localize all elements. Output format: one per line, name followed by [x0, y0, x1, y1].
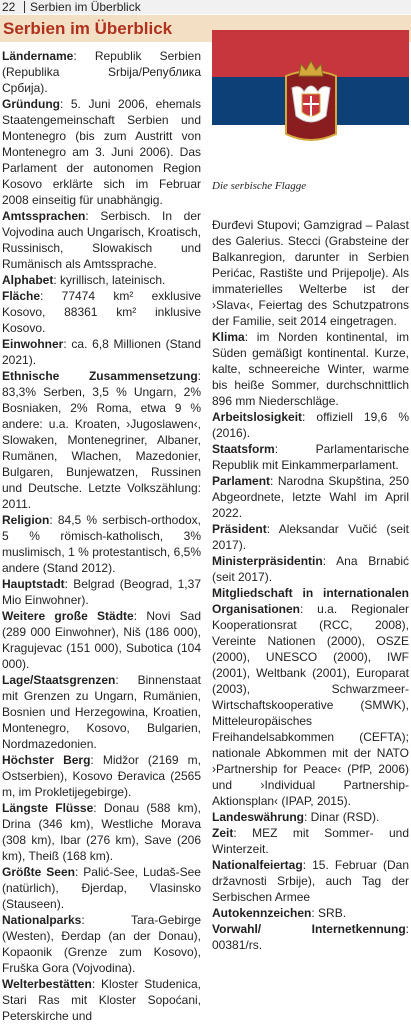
- fact-entry: [212, 329, 409, 409]
- fact-label: Längste Flüsse: [2, 801, 94, 815]
- fact-entry: [212, 409, 409, 441]
- fact-entry: [2, 608, 201, 672]
- fact-text: : Serbisch. In der Vojvodina auch Ungarisch, Kroatisch, Russinisch, Slowakisch und Rumänisch als Amtssprache.: [2, 209, 201, 271]
- fact-entry: [2, 976, 201, 1024]
- fact-label: Präsident: [212, 522, 267, 536]
- fact-text: : 77474 km² exklusive Kosovo, 88361 km² inklusive Kosovo.: [2, 289, 201, 335]
- fact-label: Mitgliedschaft in internationalen Organisationen: [212, 586, 409, 616]
- fact-label: Ethnische Zusammensetzung: [2, 369, 198, 383]
- fact-text: : SRB.: [311, 906, 347, 920]
- fact-label: Vorwahl/ Internetkennung: [212, 922, 406, 936]
- fact-text: : Belgrad (Beograd, 1,37 Mio Einwohner).: [2, 577, 201, 607]
- fact-text: : 15. Februar (Dan državnosti Srbije), auch Tag der Serbischen Armee: [212, 858, 409, 904]
- fact-label: Höchster Berg: [2, 753, 91, 767]
- fact-label: Hauptstadt: [2, 577, 65, 591]
- header-divider: [24, 1, 25, 13]
- fact-text: : Republik Serbien (Republika Srbija/Република Србија).: [2, 49, 201, 95]
- fact-label: Autokennzeichen: [212, 906, 312, 920]
- fact-entry: [2, 576, 201, 608]
- fact-text: : 5. Juni 2006, ehemals Staatengemeinschaft Serbien und Montenegro (bis zum Austritt von Montenegro am 3. Juni 2006). Das Parlament der autonomen Region Kosovo erklärte sich im Februar 2008 einseitig für unabhängig.: [2, 97, 201, 207]
- fact-entry: [2, 368, 201, 512]
- fact-label: Zeit: [212, 826, 234, 840]
- fact-text: : im Norden kontinental, im Süden gemäßigt kontinental. Kurze, kalte, schneereiche Winter, warme bis heiße Sommer, durchschnittlich 896 mm Niederschläge.: [212, 330, 409, 408]
- fact-entry: [212, 521, 409, 553]
- fact-entry: [212, 553, 409, 585]
- left-column: [2, 48, 201, 1024]
- fact-entry: [212, 441, 409, 473]
- fact-entry: [2, 672, 201, 752]
- fact-label: Gründung: [2, 97, 60, 111]
- fact-text: : ca. 6,8 Millionen (Stand 2021).: [2, 337, 201, 367]
- fact-entry: [212, 585, 409, 809]
- fact-label: Parlament: [212, 474, 271, 488]
- fact-label: Einwohner: [2, 337, 64, 351]
- fact-label: Religion: [2, 513, 50, 527]
- page-number: 22: [2, 0, 16, 14]
- fact-entry: [2, 48, 201, 96]
- fact-label: Fläche: [2, 289, 41, 303]
- fact-text: : Dinar (RSD).: [304, 810, 380, 824]
- fact-entry: [2, 288, 201, 336]
- fact-entry: [2, 336, 201, 368]
- running-header: [0, 0, 411, 14]
- fact-entry: [212, 473, 409, 521]
- fact-text: : offiziell 19,6 % (2016).: [212, 410, 409, 440]
- fact-text: : 84,5 % serbisch-orthodox, 5 % römisch-katholisch, 3% muslimisch, 1 % protestantisch, 6,5% andere (Stand 2012).: [2, 513, 201, 575]
- fact-text: : MEZ mit Sommer- und Winterzeit.: [212, 826, 409, 856]
- flag-caption: Die serbische Flagge: [212, 180, 307, 192]
- fact-label: Arbeitslosigkeit: [212, 410, 303, 424]
- fact-text: : Parlamentarische Republik mit Einkammerparlament.: [212, 442, 409, 472]
- fact-label: Landeswährung: [212, 810, 305, 824]
- fact-entry: [2, 912, 201, 976]
- fact-label: Alphabet: [2, 273, 54, 287]
- fact-entry: [212, 905, 409, 921]
- fact-entry: [2, 864, 201, 912]
- fact-entry: [212, 857, 409, 905]
- fact-text: : Midžor (2169 m, Ostserbien), Kosovo Đeravica (2565 m, im Prokletijegebirge).: [2, 753, 201, 799]
- fact-text: Đurđevi Stupovi; Gamzigrad – Palast des Galerius. Stecci (Grabsteine der Balkanregion, darunter in Serbien Perićac, Rastište und Prijepolje). Als immaterielles Welterbe ist der ›Slava‹, Feiertag des Schutzpatrons der Familie, seit 2014 eingetragen.: [212, 218, 409, 328]
- fact-text: : u.a. Regionaler Kooperationsrat (RCC, 2008), Vereinte Nationen (2000), OSZE (2000), UNESCO (2000), IWF (2001), Weltbank (2001), Europarat (2003), Schwarzmeer-Wirtschaftskooperative (SMWK), Mitteleuropäisches Freihandelsabkommen (CEFTA); nationale Abkommen mit der NATO ›Partnership for Peace‹ (PfP, 2006) und ›Individual Partnership-Aktionsplan‹ (IPAP, 2015).: [212, 602, 409, 808]
- fact-label: Ländername: [2, 49, 74, 63]
- fact-label: Staatsform: [212, 442, 275, 456]
- fact-label: Amtssprachen: [2, 209, 86, 223]
- fact-text: : 83,3% Serben, 3,5 % Ungarn, 2% Bosniaken, 2% Roma, etwa 9 % andere: u.a. Kroaten, ›Jugoslawen‹, Slowaken, Montenegriner, Albaner, Rumänen, Wlachen, Mazedonier, Bulgaren, Bunjewatzen, Russinen und Deutsche. Letzte Volkszählung: 2011.: [2, 369, 201, 511]
- fact-entry: [212, 217, 409, 329]
- fact-label: Ministerpräsidentin: [212, 554, 323, 568]
- fact-entry: [212, 809, 409, 825]
- fact-label: Lage/Staatsgrenzen: [2, 673, 116, 687]
- fact-text: : Donau (588 km), Drina (346 km), Westliche Morava (308 km), Ibar (276 km), Save (206 km), Theiß (168 km).: [2, 801, 202, 863]
- fact-text: : Ana Brnabić (seit 2017).: [212, 554, 409, 584]
- fact-text: : Tara-Gebirge (Westen), Đerdap (an der Donau), Kopaonik (Grenze zum Kosovo), Fruška Gora (Vojvodina).: [2, 913, 201, 975]
- fact-label: Weitere große Städte: [2, 609, 134, 623]
- fact-entry: [212, 825, 409, 857]
- serbian-flag: [212, 30, 409, 172]
- fact-text: : Binnenstaat mit Grenzen zu Ungarn, Rumänien, Bosnien und Herzegowina, Kroatien, Montenegro, Kosovo, Bulgarien, Nordmazedonien.: [2, 673, 201, 751]
- fact-label: Nationalfeiertag: [212, 858, 303, 872]
- fact-text: : 00381/rs.: [212, 922, 409, 952]
- fact-entry: [212, 921, 409, 953]
- page-title: Serbien im Überblick: [3, 19, 173, 38]
- fact-label: Welterbestätten: [2, 977, 92, 991]
- fact-entry: [2, 208, 201, 272]
- fact-text: : Aleksandar Vučić (seit 2017).: [212, 522, 409, 552]
- fact-entry: [2, 272, 201, 288]
- fact-text: : Kloster Studenica, Stari Ras mit Kloster Sopoćani, Peterskirche und: [2, 977, 201, 1023]
- fact-text: : Narodna Skupština, 250 Abgeordnete, letzte Wahl im April 2022.: [212, 474, 409, 520]
- fact-label: Nationalparks: [2, 913, 82, 927]
- fact-entry: [2, 512, 201, 576]
- right-column: [212, 217, 409, 953]
- fact-label: Klima: [212, 330, 245, 344]
- running-title: Serbien im Überblick: [30, 0, 141, 14]
- fact-text: : Palić-See, Ludaš-See (natürlich), Đjerdap, Vlasinsko (Stauseen).: [2, 865, 201, 911]
- fact-entry: [2, 800, 201, 864]
- fact-text: : Novi Sad (289 000 Einwohner), Niš (186 000), Kragujevac (151 000), Subotica (104 000).: [2, 609, 202, 671]
- fact-label: Größte Seen: [2, 865, 75, 879]
- fact-entry: [2, 96, 201, 208]
- coat-of-arms-icon: [282, 58, 340, 148]
- fact-entry: [2, 752, 201, 800]
- fact-text: : kyrillisch, lateinisch.: [53, 273, 166, 287]
